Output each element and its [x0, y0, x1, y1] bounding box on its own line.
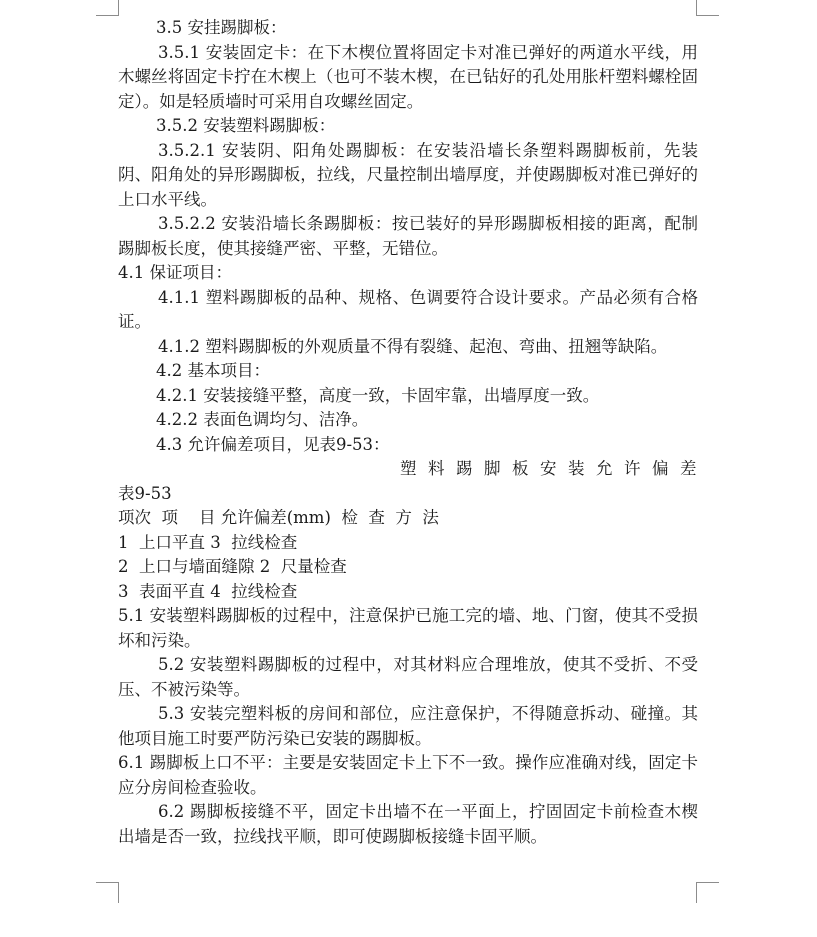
- section-heading: 4.2 基本项目：: [156, 361, 270, 380]
- table-row: 3 表面平直 4 拉线检查: [118, 581, 298, 601]
- crop-mark-bottom-right: [696, 882, 719, 903]
- paragraph: 5.1 安装塑料踢脚板的过程中，注意保护已施工完的墙、地、门窗，使其不受损坏和污染。: [118, 606, 698, 650]
- section-heading: 4.1 保证项目：: [118, 263, 232, 282]
- crop-mark-top-right: [696, 0, 719, 16]
- table-row: 1 上口平直 3 拉线检查: [118, 532, 298, 552]
- paragraph: 3.5.2.2 安装沿墙长条踢脚板：按已装好的异形踢脚板相接的距离，配制踢脚板长度，使其接缝严密、平整，无错位。: [118, 214, 698, 258]
- paragraph: 5.2 安装塑料踢脚板的过程中，对其材料应合理堆放，使其不受折、不受压、不被污染等。: [118, 655, 698, 699]
- paragraph: 4.1.1 塑料踢脚板的品种、规格、色调要符合设计要求。产品必须有合格证。: [118, 287, 698, 331]
- table-header: 项次 项 目 允许偏差(mm) 检 查 方 法: [118, 508, 439, 527]
- crop-mark-top-left: [96, 0, 119, 16]
- paragraph: 4.1.2 塑料踢脚板的外观质量不得有裂缝、起泡、弯曲、扭翘等缺陷。: [158, 336, 668, 356]
- paragraph: 4.3 允许偏差项目，见表9-53：: [156, 434, 390, 454]
- paragraph: 6.2 踢脚板接缝不平，固定卡出墙不在一平面上，拧固固定卡前检查木楔出墙是否一致，拉线找平顺，即可使踢脚板接缝卡固平顺。: [118, 802, 698, 846]
- document-body: [118, 16, 708, 849]
- paragraph: 3.5.1 安装固定卡：在下木楔位置将固定卡对准已弹好的两道水平线，用木螺丝将固定卡拧在木楔上（也可不装木楔，在已钻好的孔处用胀杆塑料螺栓固定）。如是轻质墙时可采用自攻螺丝固定。: [118, 42, 698, 111]
- paragraph: 6.1 踢脚板上口不平：主要是安装固定卡上下不一致。操作应准确对线，固定卡应分房间检查验收。: [118, 753, 698, 797]
- table-caption: 塑料踢脚板安装允许偏差: [400, 459, 708, 478]
- paragraph: 4.2.1 安装接缝平整，高度一致，卡固牢靠，出墙厚度一致。: [156, 385, 600, 405]
- crop-mark-bottom-left: [96, 882, 119, 903]
- table-row: 2 上口与墙面缝隙 2 尺量检查: [118, 557, 347, 576]
- table-number: 表9-53: [118, 483, 172, 503]
- paragraph: 4.2.2 表面色调均匀、洁净。: [156, 410, 369, 429]
- paragraph: 5.3 安装完塑料板的房间和部位，应注意保护，不得随意拆动、碰撞。其他项目施工时要严防污染已安装的踢脚板。: [118, 704, 698, 748]
- paragraph: 3.5.2.1 安装阴、阳角处踢脚板：在安装沿墙长条塑料踢脚板前，先装阴、阳角处的异形踢脚板，拉线，尺量控制出墙厚度，并使踢脚板对准已弹好的上口水平线。: [118, 140, 698, 209]
- section-heading: 3.5 安挂踢脚板：: [156, 18, 287, 37]
- section-heading: 3.5.2 安装塑料踢脚板：: [156, 116, 336, 135]
